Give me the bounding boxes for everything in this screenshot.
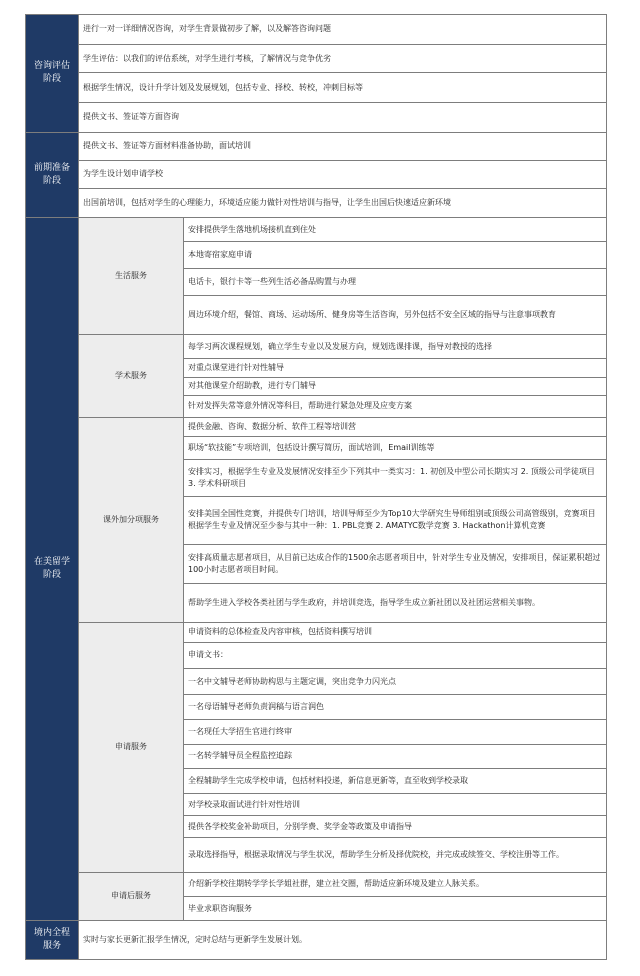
- stage-label: [26, 217, 79, 920]
- service-item: 安排实习，根据学生专业及发展情况安排至少下列其中一类实习：1. 初创及中型公司长期实习 2. 顶级公司学徒项目 3. 学术科研项目: [184, 459, 607, 496]
- service-item: 本地寄宿家庭申请: [184, 242, 607, 269]
- service-item: 安排提供学生落地机场接机直到住处: [184, 217, 607, 242]
- service-item: 介绍新学校往期转学学长学姐社群，建立社交圈，帮助适应新环境及建立人脉关系。: [184, 872, 607, 897]
- stage-name: 境内全程 服务: [33, 927, 70, 951]
- service-item: 毕业求职咨询服务: [184, 897, 607, 921]
- service-item: 安排高质量志愿者项目，从目前已达成合作的1500余志愿者项目中，针对学生专业及情况，安排项目，保证累积超过100小时志愿者项目时间。: [184, 544, 607, 583]
- stage-label: [26, 132, 79, 217]
- stage-name: 前期准备 阶段: [33, 162, 70, 186]
- service-item: 全程辅助学生完成学校申请，包括材料投递，新信息更新等，直至收到学校录取: [184, 769, 607, 794]
- stage-label: [26, 15, 79, 133]
- service-item: 学生评估：以我们的评估系统，对学生进行考核，了解情况与竞争优劣: [79, 44, 607, 73]
- service-item: 对其他课堂介绍助教，进行专门辅导: [184, 377, 607, 395]
- service-item: 申请文书：: [184, 643, 607, 669]
- service-item: 一名母语辅导老师负责润稿与语言润色: [184, 695, 607, 720]
- service-item: 安排美国全国性竞赛，并提供专门培训，培训导师至少为Top10大学研究生导师组别或顶级公司高管级别，竞赛项目根据学生专业及情况至少参与其中一种：1. PBL竞赛 2. AMATYC数学竞赛 3. Hackathon计算机竞赛: [184, 496, 607, 544]
- category-label: 生活服务: [79, 217, 184, 334]
- service-item: 出国前培训，包括对学生的心理能力，环境适应能力做针对性培训与指导，让学生出国后快速适应新环境: [79, 189, 607, 218]
- category-label: 申请后服务: [79, 872, 184, 920]
- service-item: 每学习两次课程规划，确立学生专业以及发展方向，规划选课排课，指导对教授的选择: [184, 334, 607, 359]
- service-item: 一名中文辅导老师协助构思与主题定调，突出竞争力闪光点: [184, 668, 607, 695]
- category-label: 课外加分项服务: [79, 417, 184, 622]
- service-item: 根据学生情况，设计升学计划及发展规划，包括专业、择校、转校，冲刺目标等: [79, 73, 607, 103]
- stage-label: [26, 920, 79, 959]
- service-item: 录取选择指导，根据录取情况与学生状况，帮助学生分析及择优院校，并完成或续签交、学校注册等工作。: [184, 837, 607, 872]
- service-item: 提供文书、签证等方面咨询: [79, 103, 607, 133]
- service-item: 针对发挥失常等意外情况等科目，帮助进行紧急处理及应变方案: [184, 396, 607, 418]
- service-item: 周边环境介绍，餐馆、商场、运动场所、健身房等生活咨询，另外包括不安全区域的指导与注意事项教育: [184, 295, 607, 334]
- service-table: [25, 14, 607, 960]
- service-item: 提供金融、咨询、数据分析、软件工程等培训营: [184, 417, 607, 436]
- service-item: 提供文书、签证等方面材料准备协助，面试培训: [79, 132, 607, 160]
- stage-name: 咨询评估 阶段: [33, 61, 70, 85]
- service-item: 一名转学辅导员全程监控追踪: [184, 744, 607, 769]
- stage-name: 在美留学 阶段: [33, 556, 70, 580]
- service-item: 为学生设计划申请学校: [79, 160, 607, 189]
- service-item: 一名现任大学招生官进行终审: [184, 719, 607, 744]
- service-item: 对重点课堂进行针对性辅导: [184, 359, 607, 377]
- category-label: 学术服务: [79, 334, 184, 417]
- service-item: 申请资料的总体检查及内容审核，包括资料撰写培训: [184, 622, 607, 642]
- service-item: 职场“软技能”专项培训，包括设计撰写简历，面试培训，Email训练等: [184, 437, 607, 460]
- service-item: 帮助学生进入学校各类社团与学生政府，并培训竞选，指导学生成立新社团以及社团运营相关事物。: [184, 583, 607, 622]
- service-item: 电话卡，银行卡等一些列生活必备品购置与办理: [184, 269, 607, 296]
- service-item: 进行一对一详细情况咨询，对学生背景做初步了解，以及解答咨询问题: [79, 15, 607, 45]
- service-item: 实时与家长更新汇报学生情况，定时总结与更新学生发展计划。: [79, 920, 607, 959]
- service-item: 提供各学校奖金补助项目，分别学费、奖学金等政策及申请指导: [184, 816, 607, 838]
- category-label: 申请服务: [79, 622, 184, 872]
- service-item: 对学校录取面试进行针对性培训: [184, 793, 607, 816]
